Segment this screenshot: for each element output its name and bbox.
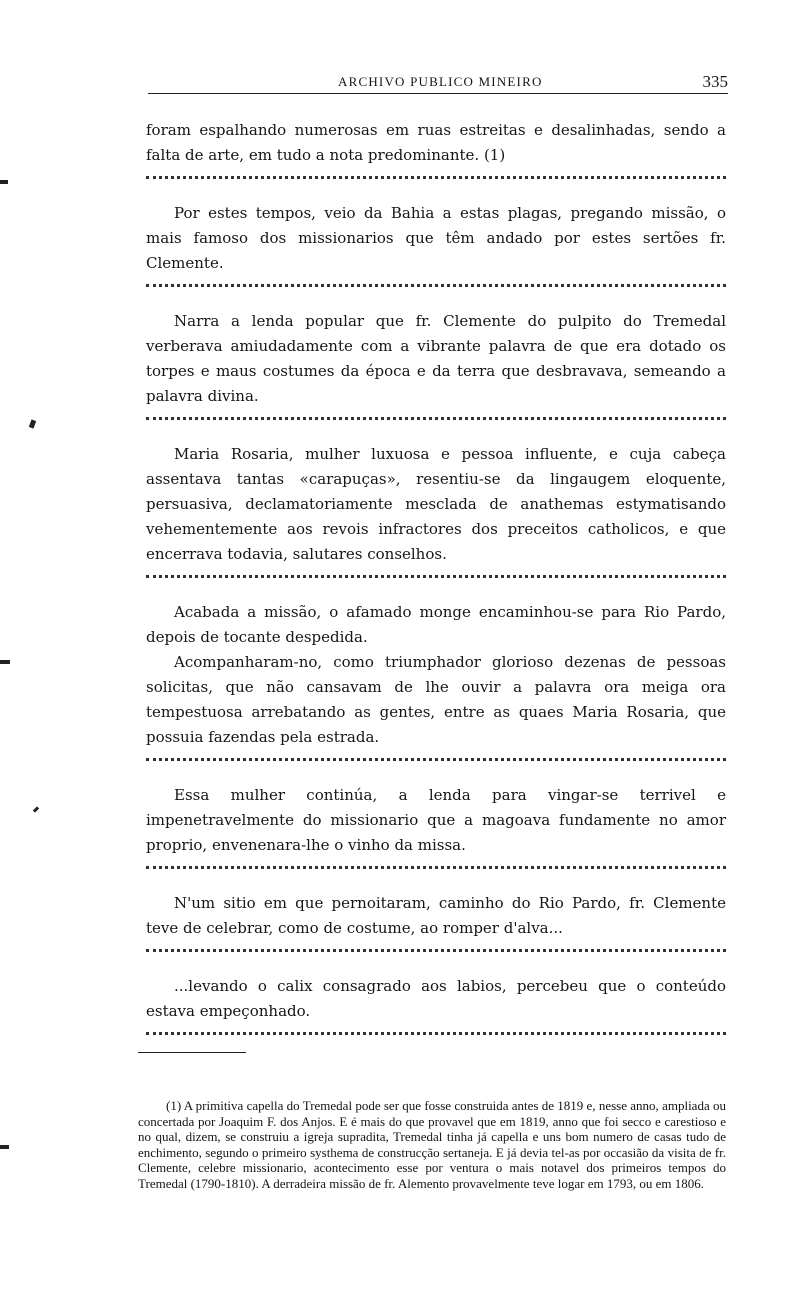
paragraph: foram espalhando numerosas em ruas estreitas e desalinhadas, sendo a falta de arte, em tudo a nota predominante. (1) [146,121,726,164]
header-rule [148,93,728,94]
footnote-rule [138,1052,246,1053]
dotted-separator [146,417,726,430]
dotted-separator [146,176,726,189]
dotted-separator [146,758,726,771]
dotted-separator [146,1032,726,1045]
dotted-separator [146,284,726,297]
running-title: ARCHIVO PUBLICO MINEIRO [338,74,543,89]
paragraph: ...levando o calix consagrado aos labios, percebeu que o conteúdo estava empeçonhado. [146,977,726,1020]
paragraph: Acabada a missão, o afamado monge encaminhou-se para Rio Pardo, depois de tocante despedida. [146,603,726,646]
paragraph: Maria Rosaria, mulher luxuosa e pessoa influente, e cuja cabeça assentava tantas «carapuças», resentiu-se da lingaugem eloquente, persuasiva, declamatoriamente mesclada de anathemas estymatisando vehementemente aos revois infractores dos preceitos catholicos, e que encerrava todavia, salutares conselhos. [146,445,726,563]
body-text [146,118,726,1057]
margin-mark [33,806,39,812]
margin-mark [0,660,10,664]
dotted-separator [146,866,726,879]
page-header [148,62,728,94]
paragraph: Narra a lenda popular que fr. Clemente do pulpito do Tremedal verberava amiudadamente com a vibrante palavra de que era dotado os torpes e maus costumes da época e da terra que desbravava, semeando a palavra divina. [146,312,726,405]
dotted-separator [146,949,726,962]
page-number: 335 [702,72,728,91]
paragraph: N'um sitio em que pernoitaram, caminho do Rio Pardo, fr. Clemente teve de celebrar, como de costume, ao romper d'alva... [146,894,726,937]
footnote: (1) A primitiva capella do Tremedal pode ser que fosse construida antes de 1819 e, nesse anno, ampliada ou concertada por Joaquim F. dos Anjos. E é mais do que provavel que em 1819, anno que foi secco e carestioso e no qual, dizem, se construiu a igreja supradita, Tremedal tinha já capella e uns bom numero de casas tudo de enchimento, segundo o primeiro systhema de construcção sertaneja. E já devia tel-as por occasião da visita de fr. Clemente, celebre missionario, acontecimento esse por ventura o mais notavel dos primeiros tempos do Tremedal (1790-1810). A derradeira missão de fr. Alemento provavelmente teve logar em 1793, ou em 1806. [138,1098,726,1191]
paragraph: Acompanharam-no, como triumphador glorioso dezenas de pessoas solicitas, que não cansavam de lhe ouvir a palavra ora meiga ora tempestuosa arrebatando as gentes, entre as quaes Maria Rosaria, que possuia fazendas pela estrada. [146,653,726,746]
paragraph: Essa mulher continúa, a lenda para vingar-se terrivel e impenetravelmente do missionario que a magoava fundamente no amor proprio, envenenara-lhe o vinho da missa. [146,786,726,854]
dotted-separator [146,575,726,588]
paragraph: Por estes tempos, veio da Bahia a estas plagas, pregando missão, o mais famoso dos missionarios que têm andado por estes sertões fr. Clemente. [146,204,726,272]
margin-mark [29,419,36,428]
margin-mark [0,180,8,184]
margin-mark [0,1145,9,1149]
